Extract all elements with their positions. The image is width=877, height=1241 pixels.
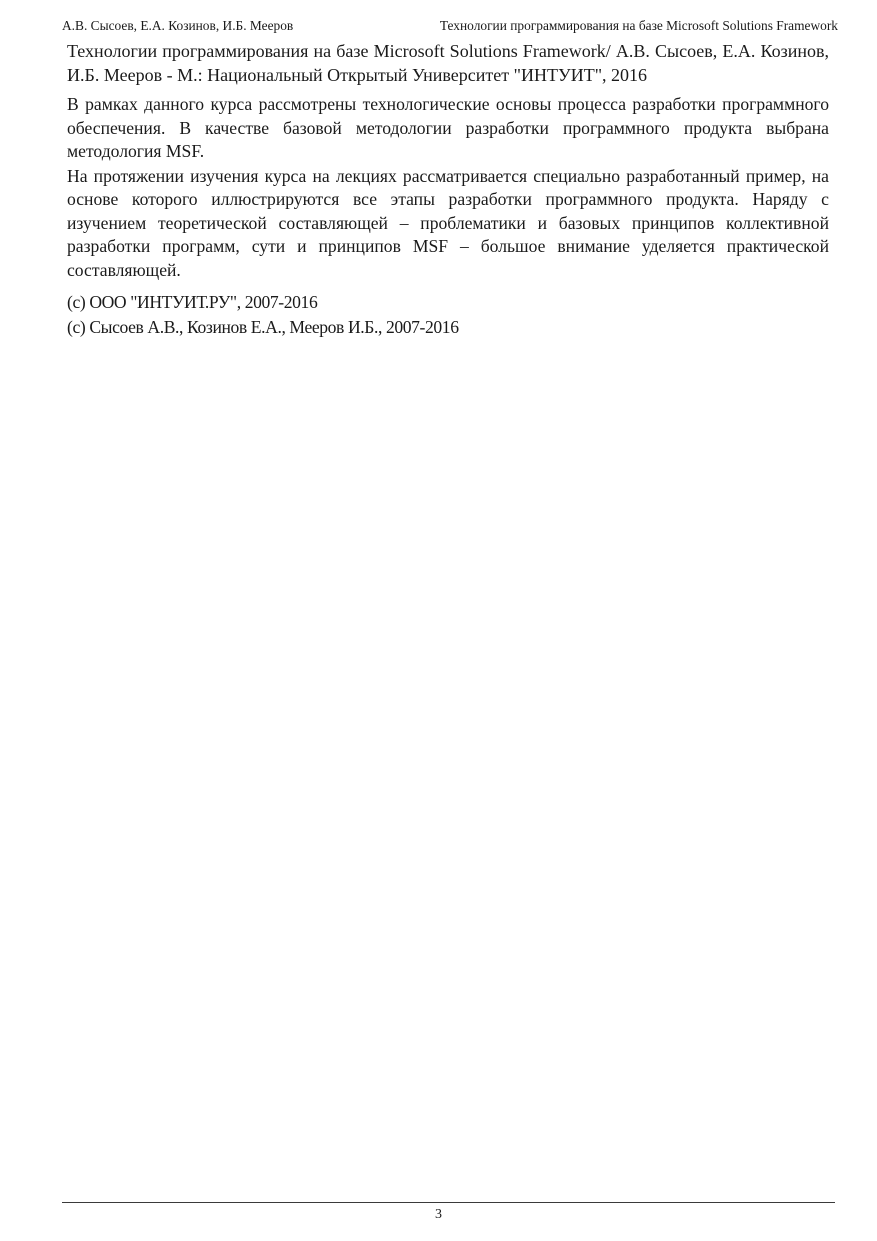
page-number: 3 — [435, 1207, 442, 1222]
running-header — [62, 16, 838, 36]
copyright-block — [67, 290, 829, 340]
copyright-line: (c) ООО "ИНТУИТ.РУ", 2007-2016 — [67, 292, 318, 312]
copyright-line: (c) Сысоев А.В., Козинов Е.А., Мееров И.Б., 2007-2016 — [67, 317, 459, 337]
abstract-paragraph: В рамках данного курса рассмотрены технологические основы процесса разработки программного обеспечения. В качестве базовой методологии разработки программного продукта выбрана методология MSF. — [67, 94, 829, 161]
footer-divider — [62, 1202, 835, 1203]
header-title: Технологии программирования на базе Microsoft Solutions Framework — [439, 18, 838, 33]
header-authors: А.В. Сысоев, Е.А. Козинов, И.Б. Мееров — [62, 18, 294, 33]
page-content — [67, 40, 829, 340]
bibliographic-citation: Технологии программирования на базе Microsoft Solutions Framework/ А.В. Сысоев, Е.А. Козинов, И.Б. Мееров - М.: Национальный Открытый Университет "ИНТУИТ", 2016 — [67, 41, 829, 85]
abstract-paragraph: На протяжении изучения курса на лекциях рассматривается специально разработанный пример, на основе которого иллюстрируются все этапы разработки программного продукта. Наряду с изучением теоретической составляющей – проблематики и базовых принципов коллективной разработки программ, сути и принципов MSF – большое внимание уделяется практической составляющей. — [67, 165, 829, 280]
